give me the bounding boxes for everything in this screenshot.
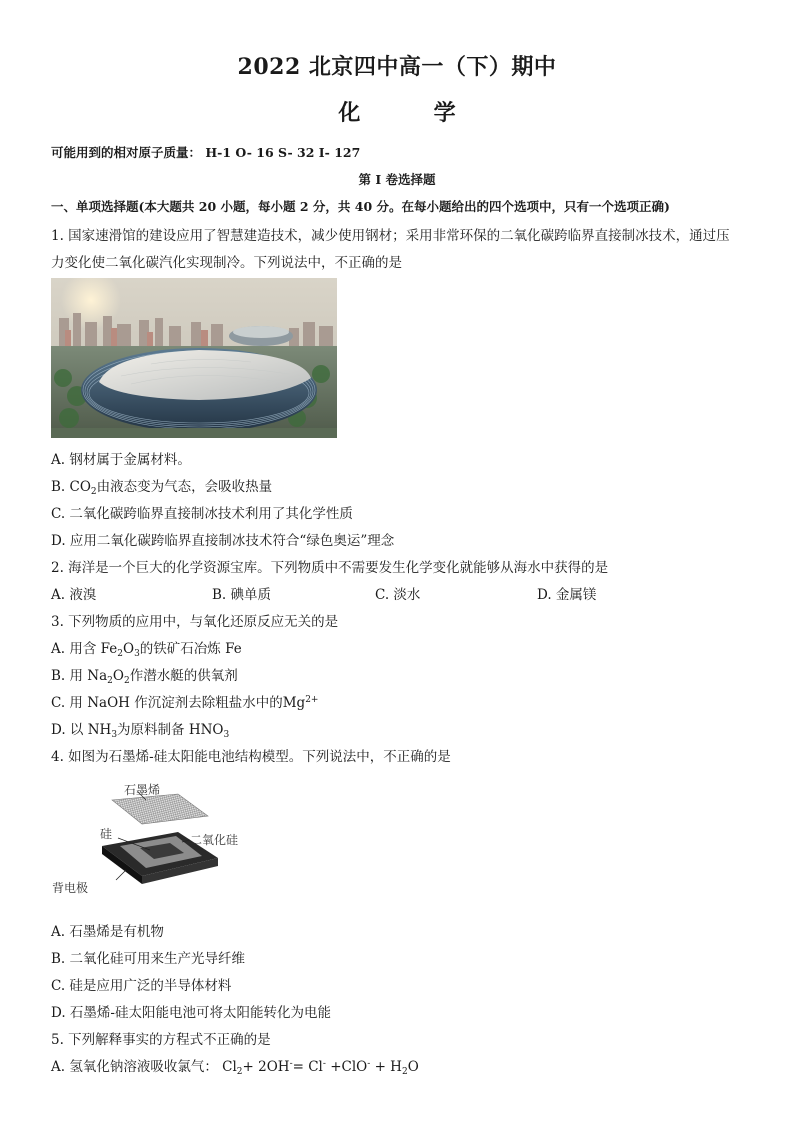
- solar-cell-diagram: [50, 780, 250, 898]
- speed-skating-oval-photo: [51, 278, 337, 438]
- volume-title: 第 I 卷选择题: [358, 172, 436, 187]
- label-back-electrode: 背电极: [52, 881, 89, 895]
- q1-option-d: D. 应用二氧化碳跨临界直接制冰技术符合“绿色奥运”理念: [51, 533, 395, 549]
- q1-stem-line2: 力变化使二氧化碳汽化实现制冷。下列说法中，不正确的是: [51, 255, 402, 271]
- q1-option-a: A. 钢材属于金属材料。: [51, 452, 191, 468]
- label-silicon-dioxide: 二氧化硅: [190, 833, 239, 847]
- label-silicon: 硅: [100, 827, 113, 841]
- q3-option-d: D. 以 $NH_3$为原料制备 $HNO_3$: [51, 722, 230, 740]
- q2-stem: 2. 海洋是一个巨大的化学资源宝库。下列物质中不需要发生化学变化就能够从海水中获得的是: [51, 560, 609, 576]
- q5-stem: 5. 下列解释事实的方程式不正确的是: [51, 1032, 271, 1048]
- stadium-photo-drawing: [51, 278, 337, 438]
- q3-stem: 3. 下列物质的应用中，与氧化还原反应无关的是: [51, 614, 339, 630]
- section-instructions: 一、单项选择题(本大题共 20 小题，每小题 2 分，共 40 分。在每小题给出的四个选项中，只有一个选项正确): [51, 199, 670, 214]
- page-title: 2022 北京四中高一（下）期中: [237, 54, 557, 80]
- q3-option-a: A. 用含 $Fe_2O_3$的铁矿石冶炼 Fe: [51, 641, 242, 659]
- q3-option-c: C. 用 NaOH 作沉淀剂去除粗盐水中的$Mg^{2+}$: [51, 695, 319, 711]
- label-graphene: 石墨烯: [124, 783, 161, 797]
- q1-option-b: B. $CO_2$由液态变为气态，会吸收热量: [51, 479, 273, 497]
- solar-cell-drawing: [50, 780, 250, 898]
- subject-char-1: 化: [338, 100, 361, 126]
- q2-option-a: A. 液溴: [51, 587, 97, 603]
- q2-option-b: B. 碘单质: [212, 587, 272, 603]
- q4-option-b: B. 二氧化硅可用来生产光导纤维: [51, 951, 246, 967]
- subject-title: [0, 96, 794, 127]
- q1-stem-line1: 1. 国家速滑馆的建设应用了智慧建造技术，减少使用钢材；采用非常环保的二氧化碳跨临界直接制冰技术，通过压: [51, 228, 730, 244]
- atomic-mass-line: 可能用到的相对原子质量： H-1 O- 16 S- 32 I- 127: [51, 145, 361, 160]
- q2-option-c: C. 淡水: [375, 587, 421, 603]
- q4-option-d: D. 石墨烯-硅太阳能电池可将太阳能转化为电能: [51, 1005, 331, 1021]
- q1-option-c: C. 二氧化碳跨临界直接制冰技术利用了其化学性质: [51, 506, 353, 522]
- q4-option-a: A. 石墨烯是有机物: [51, 924, 164, 940]
- q5-option-a: A. 氢氧化钠溶液吸收氯气： $Cl_2+ 2OH^-= Cl^- +ClO^- + H_2O$: [51, 1059, 419, 1077]
- subject-char-2: 学: [433, 100, 456, 126]
- q4-stem: 4. 如图为石墨烯-硅太阳能电池结构模型。下列说法中，不正确的是: [51, 749, 451, 765]
- q3-option-b: B. 用 $Na_2O_2$作潜水艇的供氧剂: [51, 668, 238, 686]
- q2-option-d: D. 金属镁: [537, 587, 597, 603]
- q4-option-c: C. 硅是应用广泛的半导体材料: [51, 978, 232, 994]
